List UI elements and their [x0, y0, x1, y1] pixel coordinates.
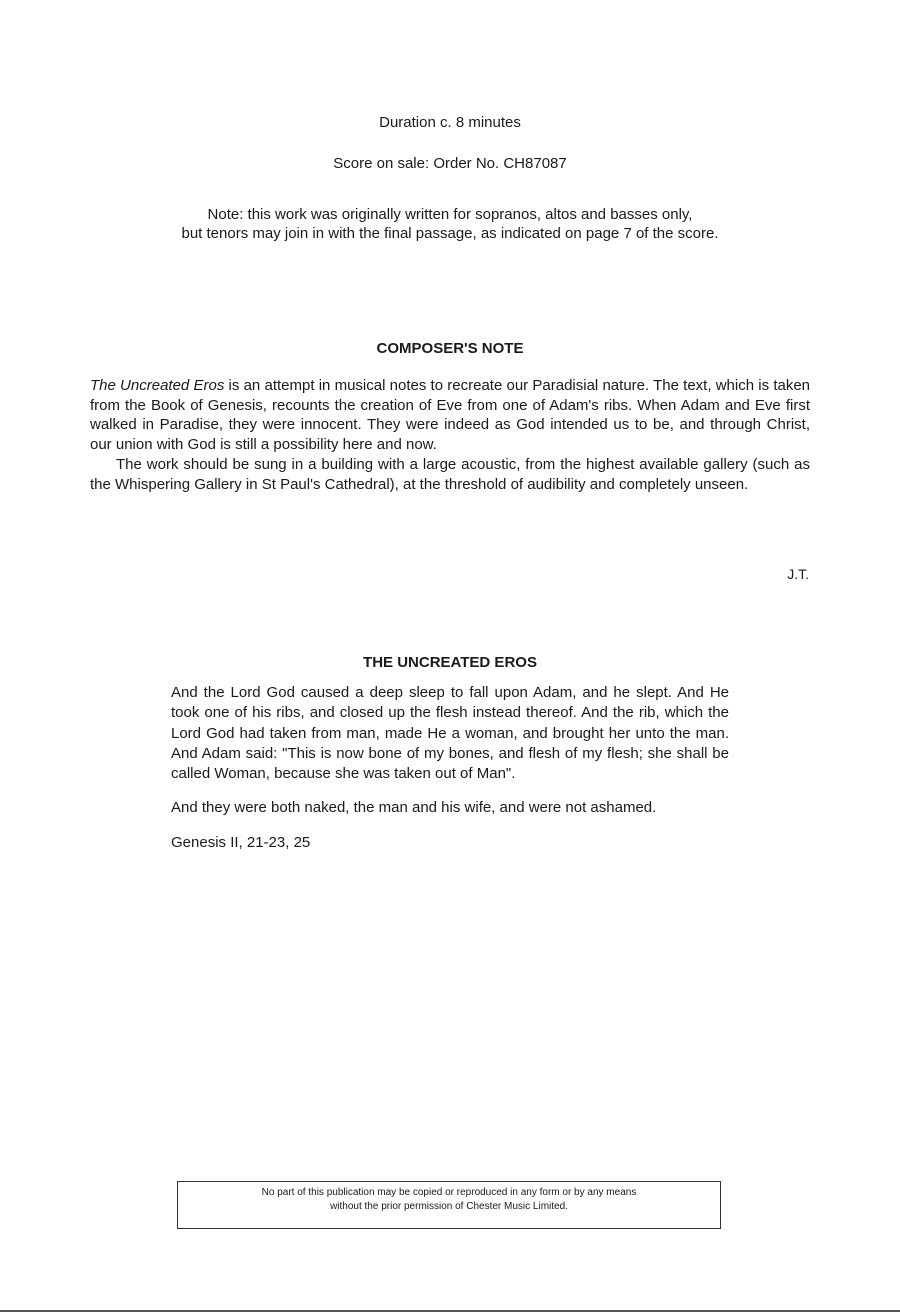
- score-order-text: Score on sale: Order No. CH87087: [333, 155, 567, 172]
- voicing-note: [0, 205, 900, 243]
- text-paragraph-2: And they were both naked, the man and his wife, and were not ashamed.: [171, 799, 657, 817]
- text-section-body: [171, 683, 729, 867]
- composers-note-paragraph-1-text: is an attempt in musical notes to recreate our Paradisial nature. The text, which is taken from the Book of Genesis, recounts the creation of Eve from one of Adam's ribs. When Adam and Eve first walked in Paradise, they were innocent. They were indeed as God intended us to be, and through Christ, our union with God is still a possibility here and now.: [90, 377, 811, 454]
- copyright-line-1: No part of this publication may be copied or reproduced in any form or by any means: [261, 1187, 637, 1198]
- copyright-notice-box: [177, 1181, 721, 1229]
- composers-note-paragraph-1: [90, 376, 810, 455]
- composers-note-heading: COMPOSER'S NOTE: [376, 340, 524, 357]
- scripture-source: Genesis II, 21-23, 25: [171, 833, 311, 851]
- work-title-italic: The Uncreated Eros: [90, 377, 225, 394]
- copyright-line-2: without the prior permission of Chester Music Limited.: [330, 1201, 568, 1212]
- composer-signature: J.T.: [787, 566, 809, 582]
- text-paragraph-1: And the Lord God caused a deep sleep to fall upon Adam, and he slept. And He took one of his ribs, and closed up the flesh instead thereof. And the rib, which the Lord God had taken from man, made He a woman, and brought her unto the man. And Adam said: "This is now bone of my bones, and flesh of my flesh; she shall be called Woman, because she was taken out of Man".: [171, 684, 729, 783]
- duration-text: Duration c. 8 minutes: [379, 114, 521, 131]
- text-section-heading: THE UNCREATED EROS: [363, 654, 537, 671]
- voicing-note-line-1: Note: this work was originally written for sopranos, altos and basses only,: [207, 206, 693, 223]
- composers-note-body: [90, 376, 810, 494]
- composers-note-paragraph-2: The work should be sung in a building with a large acoustic, from the highest available gallery (such as the Whispering Gallery in St Paul's Cathedral), at the threshold of audibility and completely unseen.: [90, 455, 810, 493]
- voicing-note-line-2: but tenors may join in with the final passage, as indicated on page 7 of the score.: [181, 225, 719, 242]
